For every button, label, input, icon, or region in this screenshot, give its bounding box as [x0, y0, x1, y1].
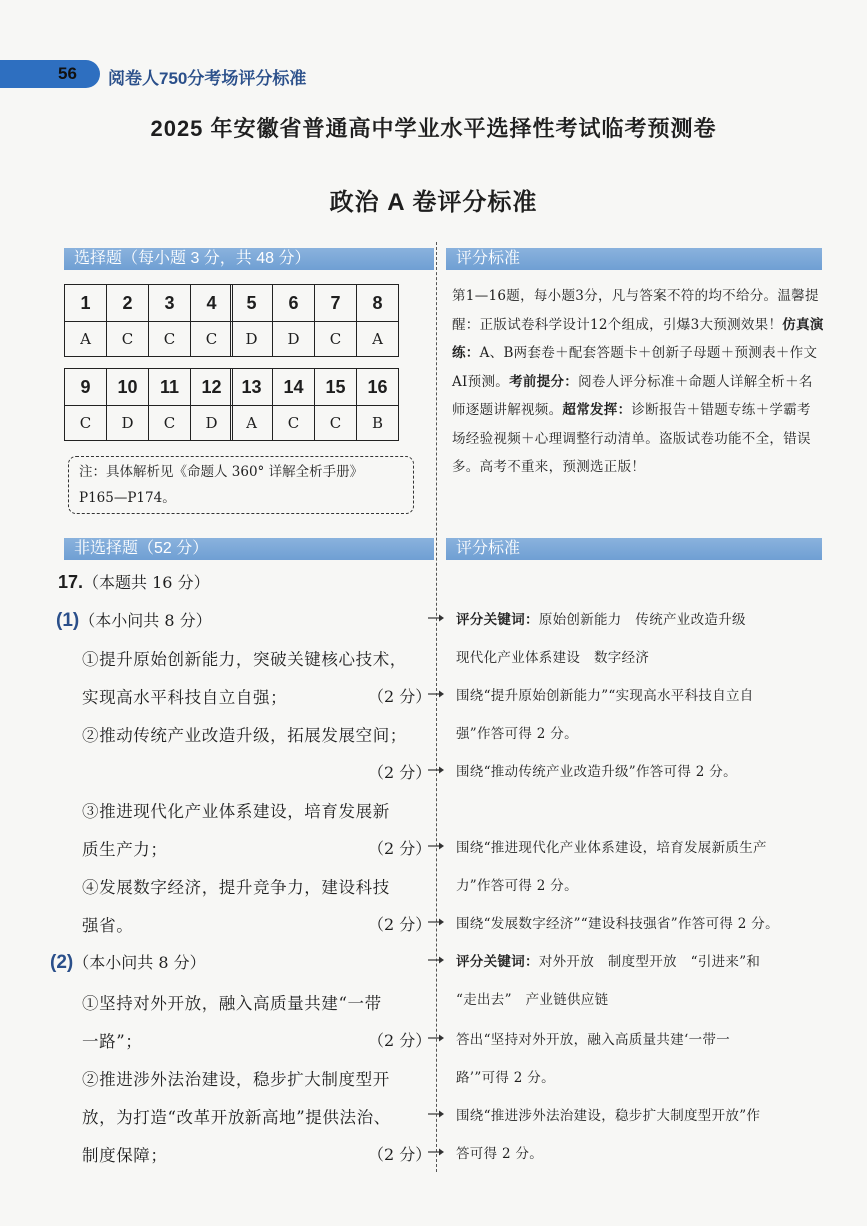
answer-line: ①坚持对外开放，融入高质量共建“一带 — [82, 994, 382, 1013]
arrow-icon — [428, 1147, 444, 1157]
subquestion-1-header — [56, 608, 212, 632]
subquestion-number: (2) — [50, 952, 74, 973]
arrow-icon — [428, 1033, 444, 1043]
running-title: 阅卷人750分考场评分标准 — [108, 69, 307, 88]
answer-line: ①提升原始创新能力，突破关键核心技术， — [82, 650, 407, 669]
rubric-line: 答可得 2 分。 — [456, 1146, 544, 1162]
answer-line: ③推进现代化产业体系建设，培育发展新 — [82, 802, 390, 821]
question-number: 1 — [65, 285, 107, 322]
note-line: 注：具体解析见《命题人 360° 详解全析手册》 — [79, 464, 364, 480]
points-label: （2 分） — [368, 687, 432, 706]
keyword-label: 评分关键词： — [456, 612, 539, 628]
answer-letter: D — [231, 322, 273, 357]
rubric-line: 围绕“发展数字经济”“建设科技强省”作答可得 2 分。 — [456, 916, 779, 932]
arrow-icon — [428, 955, 444, 965]
page-title: 2025 年安徽省普通高中学业水平选择性考试临考预测卷 — [150, 116, 717, 141]
subquestion-2-header — [50, 950, 206, 974]
arrow-icon — [428, 841, 444, 851]
rubric-keywords-2 — [456, 950, 826, 970]
answer-letter: A — [231, 406, 273, 441]
rubric-line: 路’”可得 2 分。 — [456, 1070, 555, 1086]
page-number: 56 — [58, 64, 77, 83]
question-number: 5 — [231, 285, 273, 322]
answer-letter: C — [315, 322, 357, 357]
question-number: 9 — [65, 369, 107, 406]
question-number: 13 — [231, 369, 273, 406]
answer-letter: D — [273, 322, 315, 357]
answer-letter: C — [273, 406, 315, 441]
keyword-list: “走出去” 产业链供应链 — [456, 992, 609, 1008]
question-number: 6 — [273, 285, 315, 322]
keyword-list: 现代化产业体系建设 数字经济 — [456, 650, 650, 666]
reference-note — [68, 456, 414, 514]
highlight-label: 仿真演练： — [452, 316, 824, 361]
keyword-label: 评分关键词： — [456, 954, 539, 970]
answer-line: 强省。 — [82, 916, 134, 935]
highlight-label: 考前提分： — [509, 373, 579, 390]
rubric-keywords-1 — [456, 608, 826, 628]
question-number: 17. — [58, 572, 84, 592]
grading-tip: A、B两套卷＋配套答题卡＋创新子母题＋预测表＋作文AI预测。 — [452, 345, 818, 390]
answer-letter: D — [107, 406, 149, 441]
answer-line: 放，为打造“改革开放新高地”提供法治、 — [82, 1108, 391, 1127]
answer-line: 制度保障； — [82, 1146, 168, 1165]
points-label: （2 分） — [368, 915, 432, 934]
answer-letter: C — [65, 406, 107, 441]
points-label: （2 分） — [368, 1145, 432, 1164]
rubric-line: 强”作答可得 2 分。 — [456, 726, 578, 742]
answer-line: ②推进涉外法治建设，稳步扩大制度型开 — [82, 1070, 390, 1089]
choice-section-header: 选择题（每小题 3 分，共 48 分） — [64, 248, 434, 270]
grading-tip: 阅卷人评分标准＋命题人详解全析＋名师逐题讲解视频。 — [452, 373, 813, 418]
grading-criteria-text — [452, 282, 824, 482]
answer-letter: A — [65, 322, 107, 357]
keyword-list: 对外开放 制度型开放 “引进来”和 — [538, 954, 761, 970]
answer-line: ④发展数字经济，提升竞争力，建设科技 — [82, 878, 390, 897]
answer-letter: C — [315, 406, 357, 441]
answer-table-3 — [64, 368, 233, 441]
rubric-line: 围绕“提升原始创新能力”“实现高水平科技自立自 — [456, 688, 754, 704]
points-label: （2 分） — [368, 1031, 432, 1050]
page-subtitle: 政治 A 卷评分标准 — [329, 189, 538, 216]
question-number: 2 — [107, 285, 149, 322]
grading-section-header: 评分标准 — [446, 248, 822, 270]
answer-table-2 — [230, 284, 399, 357]
answer-line: ②推动传统产业改造升级，拓展发展空间； — [82, 726, 407, 745]
arrow-icon — [428, 765, 444, 775]
question-number: 14 — [273, 369, 315, 406]
answer-line: 质生产力； — [82, 840, 168, 859]
grading-tip: 温馨提醒：正版试卷科学设计12个组成，引爆3大预测效果！ — [452, 288, 819, 333]
answer-letter: C — [149, 406, 191, 441]
answer-letter: B — [357, 406, 399, 441]
arrow-icon — [428, 1109, 444, 1119]
answer-letter: C — [149, 322, 191, 357]
rubric-line: 力”作答可得 2 分。 — [456, 878, 578, 894]
question-points: （本题共 16 分） — [83, 573, 210, 592]
question-number: 7 — [315, 285, 357, 322]
answer-letter: A — [357, 322, 399, 357]
page-number-tab — [0, 60, 100, 88]
answer-line: 实现高水平科技自立自强； — [82, 688, 288, 707]
highlight-label: 超常发挥： — [562, 402, 632, 418]
rubric-line: 答出“坚持对外开放，融入高质量共建‘一带一 — [456, 1032, 730, 1048]
answer-table-4 — [230, 368, 399, 441]
subquestion-number: (1) — [56, 610, 80, 631]
question-number: 12 — [191, 369, 233, 406]
grading-tip: 诊断报告＋错题专练＋学霸考场经验视频＋心理调整行动清单。盗版试卷功能不全，错误多。高考不重来，预测选正版！ — [452, 402, 811, 475]
note-line: P165—P174。 — [79, 490, 176, 506]
grading-rule: 第1—16题，每小题3分，凡与答案不符的均不给分。 — [452, 288, 778, 304]
nonchoice-section-header: 非选择题（52 分） — [64, 538, 434, 560]
subquestion-points: （本小问共 8 分） — [79, 611, 212, 630]
question-number: 3 — [149, 285, 191, 322]
question-17-header — [58, 570, 210, 593]
answer-line: 一路”； — [82, 1032, 143, 1051]
subquestion-points: （本小问共 8 分） — [73, 953, 206, 972]
rubric-line: 围绕“推进现代化产业体系建设，培育发展新质生产 — [456, 840, 767, 856]
question-number: 15 — [315, 369, 357, 406]
answer-letter: C — [107, 322, 149, 357]
question-number: 4 — [191, 285, 233, 322]
grading-section-header-2: 评分标准 — [446, 538, 822, 560]
points-label: （2 分） — [368, 839, 432, 858]
answer-letter: C — [191, 322, 233, 357]
answer-table-1 — [64, 284, 233, 357]
question-number: 11 — [149, 369, 191, 406]
answer-letter: D — [191, 406, 233, 441]
rubric-line: 围绕“推动传统产业改造升级”作答可得 2 分。 — [456, 764, 737, 780]
question-number: 8 — [357, 285, 399, 322]
keyword-list: 原始创新能力 传统产业改造升级 — [538, 612, 746, 628]
points-label: （2 分） — [368, 763, 432, 782]
question-number: 10 — [107, 369, 149, 406]
question-number: 16 — [357, 369, 399, 406]
arrow-icon — [428, 689, 444, 699]
arrow-icon — [428, 613, 444, 623]
rubric-line: 围绕“推进涉外法治建设，稳步扩大制度型开放”作 — [456, 1108, 761, 1124]
arrow-icon — [428, 917, 444, 927]
